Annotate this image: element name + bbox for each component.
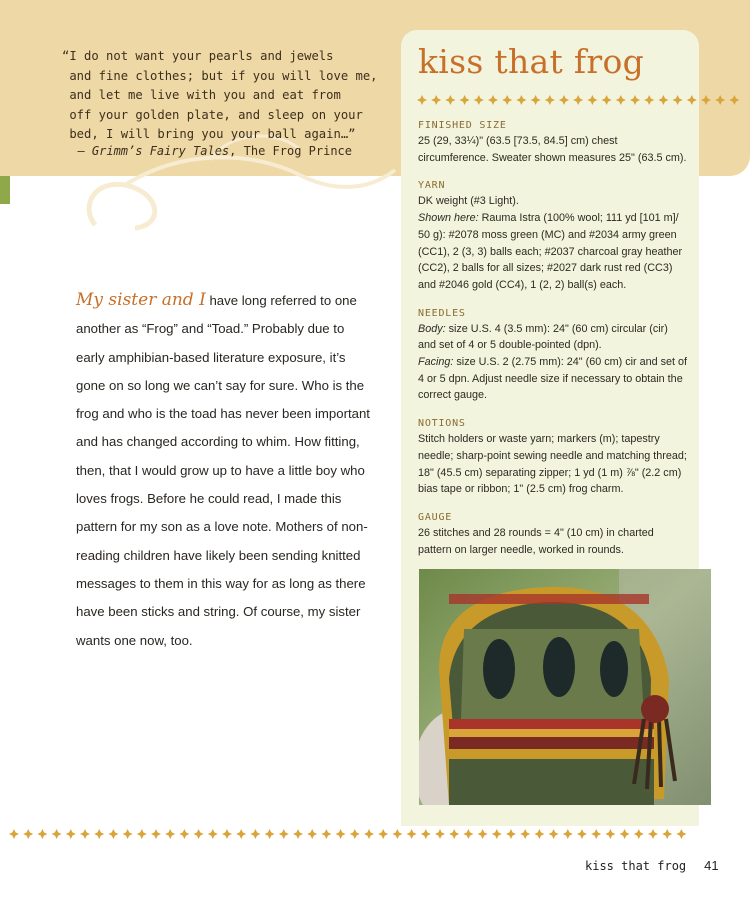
pattern-specs (418, 118, 688, 558)
fleur-ornament-icon (23, 829, 33, 839)
fleur-ornament-icon (236, 829, 246, 839)
fleur-ornament-icon (94, 829, 104, 839)
fleur-ornament-icon (307, 829, 317, 839)
spec-label: Body: (418, 322, 446, 335)
spec-text (418, 321, 688, 354)
spec-heading: GAUGE (418, 511, 453, 523)
fleur-ornament-icon (463, 829, 473, 839)
spec-text (418, 431, 688, 498)
fleur-ornament-icon (66, 829, 76, 839)
fleur-ornament-icon (123, 829, 133, 839)
quote-line: bed, I will bring you your ball again…” (62, 127, 356, 141)
fleur-ornament-icon (265, 829, 275, 839)
fleur-ornament-icon (194, 829, 204, 839)
spec-value: 26 stitches and 28 rounds = 4" (10 cm) in charted pattern on larger needle, worked in rounds. (418, 526, 654, 556)
fleur-ornament-icon (250, 829, 260, 839)
spec-text (418, 193, 688, 210)
spec-value: Stitch holders or waste yarn; markers (m); tapestry needle; sharp-point sewing needle and matching thread; 18" (45.5 cm) separating zipper; 1 yd (1 m) ⅞" (2.2 cm) bias tape or ribbon; 1" (2.5 cm) frog charm. (418, 433, 687, 496)
fleur-ornament-icon (506, 829, 516, 839)
fleur-ornament-icon (520, 829, 530, 839)
fleur-ornament-icon (80, 829, 90, 839)
quote-line: and let me live with you and eat from (62, 88, 341, 102)
spec-heading: FINISHED SIZE (418, 120, 507, 131)
spec-heading: NEEDLES (418, 307, 466, 319)
fleur-ornament-icon (648, 829, 658, 839)
fleur-ornament-icon (534, 829, 544, 839)
fleur-ornament-icon (350, 829, 360, 839)
quote-line: and fine clothes; but if you will love me, (62, 68, 378, 83)
fleur-ornament-icon (563, 829, 573, 839)
running-title: kiss that frog (585, 859, 687, 873)
spec-text (418, 210, 688, 294)
fleur-ornament-icon (321, 829, 331, 839)
fleur-ornament-icon (151, 829, 161, 839)
spec-text (418, 525, 688, 558)
fleur-ornament-icon (108, 829, 118, 839)
fleur-ornament-icon (37, 829, 47, 839)
spec-value: size U.S. 2 (2.75 mm): 24" (60 cm) cir and set of 4 or 5 dpn. Adjust needle size if necessary to obtain the correct gauge. (418, 356, 688, 402)
spec-value: 25 (29, 33¼)" (63.5 [73.5, 84.5] cm) chest circumference. Sweater shown measures 25" (63.5 cm). (418, 135, 687, 164)
intro-paragraph (76, 286, 370, 655)
fleur-ornament-icon (634, 829, 644, 839)
quote-attribution (62, 144, 352, 158)
spec-text (418, 133, 688, 166)
fleur-ornament-icon (222, 829, 232, 839)
fleur-ornament-icon (407, 829, 417, 839)
spec-heading: NOTIONS (418, 418, 466, 430)
attribution-rest: , The Frog Prince (229, 144, 352, 158)
intro-lead: My sister and I (76, 290, 206, 310)
fleur-ornament-icon (478, 829, 488, 839)
fleur-ornament-icon (577, 829, 587, 839)
hood-photo (419, 569, 711, 805)
fleur-ornament-icon (208, 829, 218, 839)
fleur-ornament-icon (364, 829, 374, 839)
quote-line: “I do not want your pearls and jewels (62, 49, 334, 63)
spec-value: DK weight (#3 Light). (418, 195, 519, 208)
spec-label: Facing: (418, 356, 454, 369)
spec-value: size U.S. 4 (3.5 mm): 24" (60 cm) circular (cir) and set of 4 or 5 double-pointed (dpn). (418, 322, 668, 352)
attribution-dash: — (77, 144, 92, 158)
fleur-ornament-icon (336, 829, 346, 839)
fleur-ornament-icon (591, 829, 601, 839)
spec-text (418, 354, 688, 404)
spec-heading: YARN (418, 180, 446, 192)
spec-label: Shown here: (418, 212, 479, 225)
page-footer (585, 858, 719, 873)
fleur-ornament-icon (279, 829, 289, 839)
fleur-ornament-icon (9, 829, 19, 839)
fleur-ornament-icon (662, 829, 672, 839)
attribution-source: Grimm’s Fairy Tales (91, 144, 230, 158)
page-number: 41 (704, 858, 719, 873)
fleur-ornament-icon (620, 829, 630, 839)
fleur-ornament-icon (421, 829, 431, 839)
fleur-ornament-icon (435, 829, 445, 839)
fleur-ornament-icon (52, 829, 62, 839)
fleur-ornament-icon (378, 829, 388, 839)
fleur-ornament-icon (137, 829, 147, 839)
fleur-ornament-icon (392, 829, 402, 839)
fleur-ornament-icon (449, 829, 459, 839)
fleur-ornament-icon (676, 829, 686, 839)
spec-value: Rauma Istra (100% wool; 111 yd [101 m]/ 50 g): #2078 moss green (MC) and #2034 army green (CC1), 2 (3, 3) balls each; #2037 charcoal gray heather (CC2), 2 balls for all sizes; #2027 dark rust red (CC3) and #2046 gold (CC4), 1 (2, 2) ball(s) each. (418, 212, 683, 291)
fleur-ornament-icon (179, 829, 189, 839)
fleur-ornament-icon (165, 829, 175, 839)
pattern-title: kiss that frog (418, 42, 645, 81)
intro-text: have long referred to one another as “Frog” and “Toad.” Probably due to early amphibian-based literature exposure, it’s gone on so long we can’t say for sure. Who is the frog and who is the toad has never been important and has changed according to whim. How fitting, then, that I would grow up to have a little boy who loves frogs. Before he could read, I made this pattern for my son as a love note. Mothers of non-reading children have likely been sending knitted messages to them in this way for as long as there have been sticks and string. Of course, my sister wants one now, too. (76, 293, 370, 648)
fleur-ornament-icon (492, 829, 502, 839)
quote-line: off your golden plate, and sleep on your (62, 107, 363, 122)
fleur-ornament-icon (605, 829, 615, 839)
fleur-ornament-icon (549, 829, 559, 839)
fleur-ornament-icon (293, 829, 303, 839)
epigraph-quote (62, 47, 378, 145)
